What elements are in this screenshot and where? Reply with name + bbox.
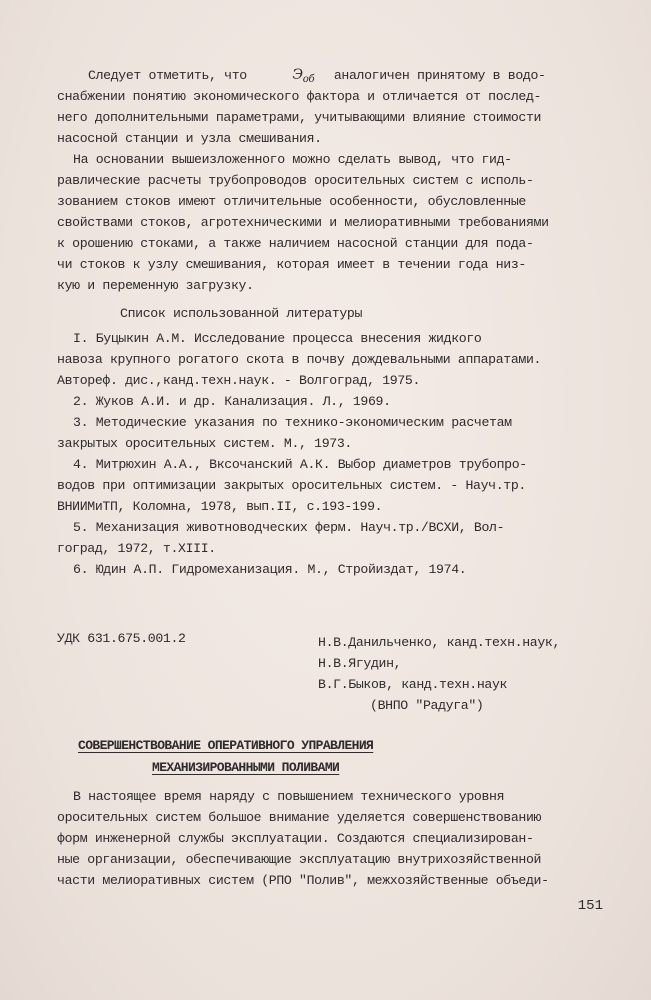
- reference-line: 3. Методические указания по технико-экономическим расчетам: [73, 415, 512, 430]
- reference-line: навоза крупного рогатого скота в почву дождевальными аппаратами.: [57, 352, 542, 367]
- author-line: Н.В.Данильченко, канд.техн.наук,: [318, 635, 561, 650]
- article-body-line: оросительных систем большое внимание уделяется совершенствованию: [57, 810, 542, 825]
- conclusion-line: равлические расчеты трубопроводов оросительных систем с исполь-: [57, 173, 534, 188]
- conclusion-line: чи стоков к узлу смешивания, которая имеет в течении года низ-: [57, 257, 526, 272]
- intro-line: него дополнительными параметрами, учитывающими влияние стоимости: [57, 110, 542, 125]
- article-body-line: В настоящее время наряду с повышением технического уровня: [73, 789, 505, 804]
- author-line: Н.В.Ягудин,: [318, 656, 402, 671]
- reference-line: гоград, 1972, т.XIII.: [57, 541, 216, 556]
- conclusion-line: кую и переменную загрузку.: [57, 278, 254, 293]
- reference-line: 2. Жуков А.И. и др. Канализация. Л., 1969.: [73, 394, 391, 409]
- author-affiliation: (ВНПО "Радуга"): [370, 698, 484, 713]
- intro-first-line-start: Следует отметить, что: [88, 68, 247, 83]
- page-number: 151: [577, 898, 603, 914]
- intro-line: снабжении понятию экономического фактора и отличается от послед-: [57, 89, 542, 104]
- symbol-main: Э: [292, 67, 303, 83]
- conclusion-line: свойствами стоков, агротехническими и мелиоративными требованиями: [57, 215, 549, 230]
- reference-line: 6. Юдин А.П. Гидромеханизация. М., Стройиздат, 1974.: [73, 562, 467, 577]
- intro-line: насосной станции и узла смешивания.: [57, 131, 322, 146]
- reference-line: ВНИИМиТП, Коломна, 1978, вып.II, с.193-199.: [57, 499, 383, 514]
- article-body-line: форм инженерной службы эксплуатации. Создаются специализирован-: [57, 831, 534, 846]
- intro-first-line-end: аналогичен принятому в водо-: [333, 68, 546, 83]
- article-body-line: части мелиоративных систем (РПО "Полив", межхозяйственные объеди-: [57, 873, 549, 888]
- udc-code: УДК 631.675.001.2: [57, 631, 186, 646]
- conclusion-line: к орошению стоками, а также наличием насосной станции для пода-: [57, 236, 534, 251]
- reference-line: I. Буцыкин А.М. Исследование процесса внесения жидкого: [73, 331, 482, 346]
- reference-line: водов при оптимизации закрытых оросительных систем. - Науч.тр.: [57, 478, 526, 493]
- reference-line: Автореф. дис.,канд.техн.наук. - Волгоград, 1975.: [57, 373, 421, 388]
- article-title-line: СОВЕРШЕНСТВОВАНИЕ ОПЕРАТИВНОГО УПРАВЛЕНИЯ: [78, 738, 374, 753]
- author-line: В.Г.Быков, канд.техн.наук: [318, 677, 508, 692]
- conclusion-line: На основании вышеизложенного можно сделать вывод, что гид-: [73, 152, 512, 167]
- references-title: Список использованной литературы: [120, 306, 363, 321]
- reference-line: закрытых оросительных систем. М., 1973.: [57, 436, 352, 451]
- conclusion-line: зованием стоков имеют отличительные особенности, обусловленные: [57, 194, 526, 209]
- intro-first-line: [88, 66, 546, 89]
- article-body-line: ные организации, обеспечивающие эксплуатацию внутрихозяйственной: [57, 852, 542, 867]
- symbol-subscript: об: [302, 74, 315, 85]
- reference-line: 4. Митрюхин А.А., Вксочанский А.К. Выбор диаметров трубопро-: [73, 457, 527, 472]
- reference-line: 5. Механизация животноводческих ферм. Науч.тр./ВСХИ, Вол-: [73, 520, 505, 535]
- article-title-line: МЕХАНИЗИРОВАННЫМИ ПОЛИВАМИ: [152, 760, 340, 775]
- economic-factor-symbol: [292, 67, 314, 83]
